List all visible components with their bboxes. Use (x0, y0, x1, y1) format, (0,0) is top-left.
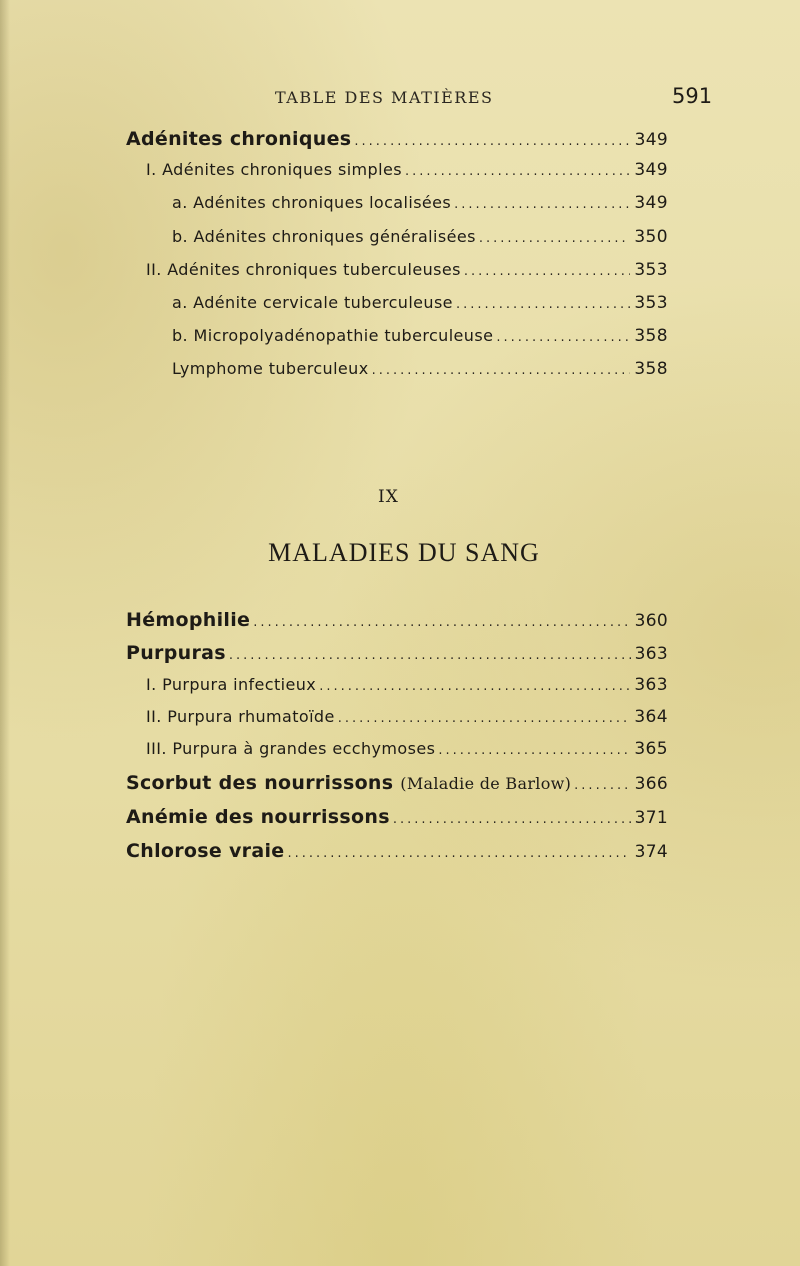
toc-entry (146, 675, 668, 695)
page-edge-shadow (0, 0, 10, 1266)
toc-entry (146, 739, 668, 759)
dot-leader (229, 648, 631, 663)
toc-entry (126, 840, 668, 862)
dot-leader (479, 231, 631, 246)
dot-leader (372, 363, 631, 378)
toc-entry (126, 609, 668, 631)
toc-entry-page: 363 (634, 675, 668, 695)
toc-entry-page: 374 (634, 842, 668, 862)
dot-leader (454, 197, 630, 212)
toc-entry-page: 353 (634, 293, 668, 313)
toc-entry-page: 371 (634, 808, 668, 828)
toc-entry (172, 293, 668, 313)
toc-entry-label-parenthetical: (Maladie de Barlow) (400, 774, 572, 793)
toc-entry-page: 350 (634, 227, 668, 247)
dot-leader (438, 743, 630, 758)
toc-entry-label: a. Adénite cervicale tuberculeuse (172, 293, 453, 312)
toc-entry (172, 193, 668, 213)
toc-entry-label: I. Adénites chroniques simples (146, 160, 402, 179)
toc-entry (146, 260, 668, 280)
toc-entry-label: I. Purpura infectieux (146, 675, 317, 694)
dot-leader (354, 134, 630, 149)
toc-entry-label: III. Purpura à grandes ecchymoses (146, 739, 436, 758)
toc-entry-page: 358 (634, 359, 668, 379)
toc-entry-label-main: Scorbut des nourrissons (126, 772, 394, 794)
toc-entry (126, 642, 668, 664)
toc-entry (172, 359, 668, 379)
toc-entry-page: 363 (634, 644, 668, 664)
toc-entry-page: 366 (634, 774, 668, 794)
running-title: TABLE DES MATIÈRES (275, 88, 494, 107)
part-number: IX (378, 487, 399, 507)
dot-leader (405, 164, 630, 179)
dot-leader (253, 615, 630, 630)
page-number: 591 (672, 84, 713, 108)
toc-entry (126, 806, 668, 828)
part-title: MALADIES DU SANG (268, 538, 540, 567)
dot-leader (574, 778, 630, 793)
toc-entry-page: 353 (634, 260, 668, 280)
toc-entry-label: b. Micropolyadénopathie tuberculeuse (172, 326, 494, 345)
dot-leader (338, 711, 631, 726)
toc-entry-label: II. Adénites chroniques tuberculeuses (146, 260, 461, 279)
toc-entry-label: Purpuras (126, 642, 226, 664)
toc-entry (146, 160, 668, 180)
dot-leader (496, 330, 630, 345)
toc-entry-label: Adénites chroniques (126, 128, 352, 150)
toc-entry (126, 128, 668, 150)
dot-leader (393, 812, 631, 827)
dot-leader (287, 846, 630, 861)
dot-leader (456, 297, 630, 312)
dot-leader (319, 679, 630, 694)
toc-entry-label: Anémie des nourrissons (126, 806, 390, 828)
dot-leader (464, 264, 631, 279)
toc-entry-page: 358 (634, 326, 668, 346)
toc-entry-label: b. Adénites chroniques généralisées (172, 227, 476, 246)
toc-entry-page: 364 (634, 707, 668, 727)
toc-entry (172, 326, 668, 346)
toc-entry-page: 349 (634, 130, 668, 150)
toc-entry-label (126, 772, 571, 794)
toc-entry-label: Chlorose vraie (126, 840, 285, 862)
toc-entry (146, 707, 668, 727)
page-header (0, 84, 800, 114)
toc-entry (172, 227, 668, 247)
toc-entry-label: II. Purpura rhumatoïde (146, 707, 335, 726)
toc-entry-page: 349 (634, 193, 668, 213)
toc-entry-page: 349 (634, 160, 668, 180)
toc-entry-page: 365 (634, 739, 668, 759)
toc-entry-label: a. Adénites chroniques localisées (172, 193, 452, 212)
toc-entry (126, 772, 668, 794)
toc-entry-label: Hémophilie (126, 609, 251, 631)
toc-entry-page: 360 (634, 611, 668, 631)
toc-entry-label: Lymphome tuberculeux (172, 359, 369, 378)
